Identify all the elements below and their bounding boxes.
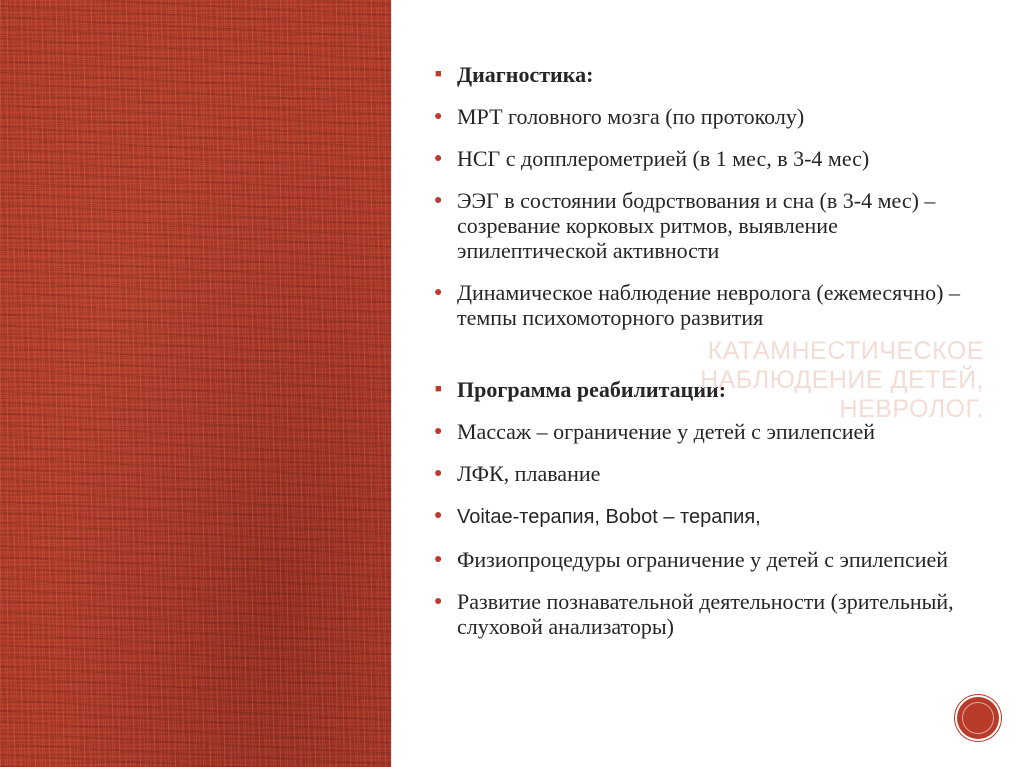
list-item-text: ЛФК, плавание (457, 461, 601, 486)
dot-bullet-icon: ● (434, 424, 443, 439)
slide-title: КАТАМНЕСТИЧЕСКОЕ НАБЛЮДЕНИЕ ДЕТЕЙ, НЕВРОЛОГ. (700, 337, 984, 423)
list-item (430, 146, 990, 171)
list-item (430, 188, 990, 263)
square-bullet-icon: ■ (435, 383, 442, 395)
list-item-text: МРТ головного мозга (по протоколу) (457, 104, 805, 129)
list-item-text: ЭЭГ в состоянии бодрствования и сна (в 3-4 мес) – созревание корковых ритмов, выявление эпилептической активности (457, 188, 936, 263)
list-item-text: Voitae-терапия, Bobot – терапия, (457, 506, 761, 528)
panel-divider (391, 0, 392, 767)
dot-bullet-icon: ● (434, 508, 443, 523)
list-item-text: Физиопроцедуры ограничение у детей с эпилепсией (457, 547, 949, 572)
diagnostics-heading: Диагностика: (457, 62, 594, 87)
dot-bullet-icon: ● (434, 151, 443, 166)
slide-badge-icon (957, 697, 999, 739)
diagnostics-heading-item (430, 62, 990, 87)
rehabilitation-heading: Программа реабилитации: (457, 377, 727, 402)
list-item-text: Развитие познавательной деятельности (зрительный, слуховой анализаторы) (457, 589, 954, 639)
list-item-text: НСГ с допплерометрией (в 1 мес, в 3-4 мес) (457, 146, 870, 171)
dot-bullet-icon: ● (434, 594, 443, 609)
list-item (430, 503, 990, 530)
list-item-text: Массаж – ограничение у детей с эпилепсией (457, 419, 876, 444)
dot-bullet-icon: ● (434, 193, 443, 208)
dot-bullet-icon: ● (434, 109, 443, 124)
list-item (430, 461, 990, 486)
decorative-red-panel (0, 0, 391, 767)
dot-bullet-icon: ● (434, 466, 443, 481)
dot-bullet-icon: ● (434, 285, 443, 300)
list-item (430, 589, 990, 639)
square-bullet-icon: ■ (435, 68, 442, 80)
list-item-text: Динамическое наблюдение невролога (ежемесячно) – темпы психомоторного развития (457, 280, 960, 330)
list-item (430, 280, 990, 330)
list-item (430, 547, 990, 572)
list-item (430, 104, 990, 129)
dot-bullet-icon: ● (434, 552, 443, 567)
